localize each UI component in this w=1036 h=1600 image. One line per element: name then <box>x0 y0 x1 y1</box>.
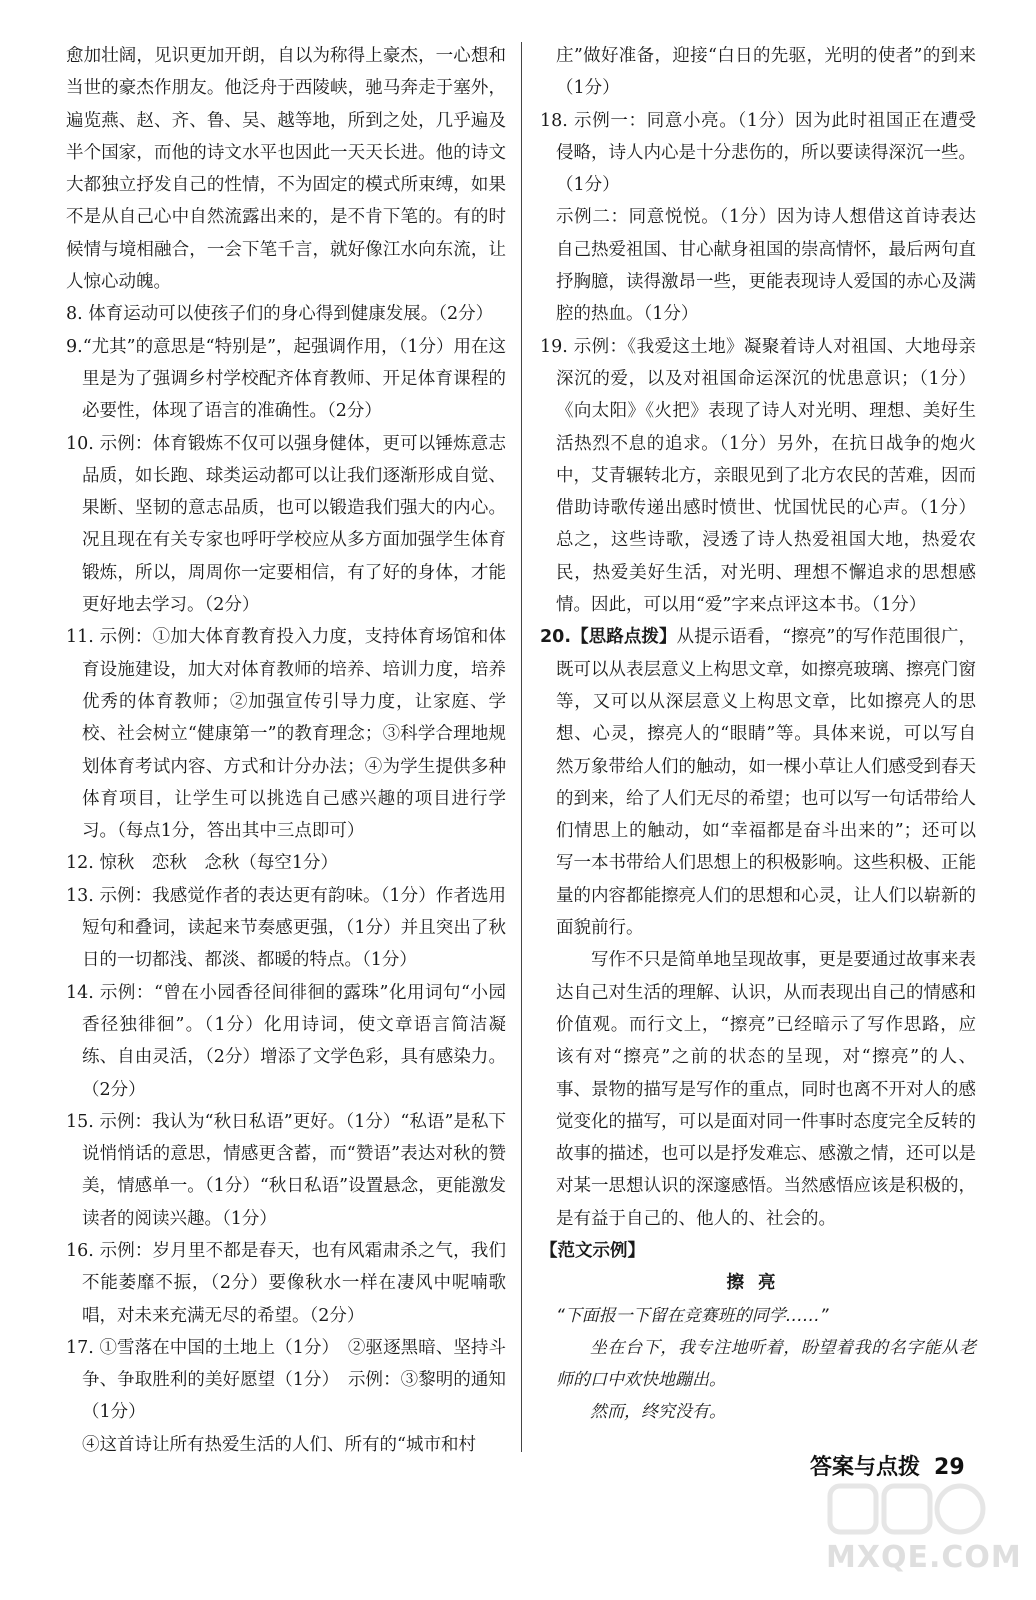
answer-8: 8. 体育运动可以使孩子们的身心得到健康发展。（2分） <box>66 304 494 325</box>
answer-16: 16. 示例：岁月里不都是春天，也有风霜肃杀之气，我们不能萎靡不振，（2分）要像秋水一样在凄风中呢喃歌唱，对未来充满无尽的希望。（2分） <box>66 1240 506 1326</box>
answer-10: 10. 示例：体育锻炼不仅可以强身健体，更可以锤炼意志品质，如长跑、球类运动都可以让我们逐渐形成自觉、果断、坚韧的意志品质，也可以锻造我们强大的内心。况且现在有关专家也呼吁学校应从多方面加强学生体育锻炼，所以，周周你一定要相信，有了好的身体，才能更好地去学习。（2分） <box>66 433 506 616</box>
page-footer <box>810 1450 965 1481</box>
answer-17: 17. ①雪落在中国的土地上（1分） ②驱逐黑暗、坚持斗争、争取胜利的美好愿望（1分） 示例：③黎明的通知（1分） <box>66 1337 506 1423</box>
sample-essay-label: 【范文示例】 <box>540 1240 645 1261</box>
watermark-logo <box>826 1478 1022 1588</box>
essay-line-2: 坐在台下，我专注地听着，盼望着我的名字能从老师的口中欢快地蹦出。 <box>556 1337 976 1391</box>
intro-paragraph: 愈加壮阔，见识更加开朗，自以为称得上豪杰，一心想和当世的豪杰作朋友。他泛舟于西陵峡，驰马奔走于塞外，遍览燕、赵、齐、鲁、吴、越等地，所到之处，几乎遍及半个国家，而他的诗文水平也因此一天天长进。他的诗文大都独立抒发自己的性情，不为固定的模式所束缚，如果不是从自己心中自然流露出来的，是不肯下笔的。有的时候情与境相融合，一会下笔千言，就好像江水向东流，让人惊心动魄。 <box>66 46 506 293</box>
watermark-mark-icon <box>826 1478 986 1548</box>
essay-line-1: “下面报一下留在竞赛班的同学……” <box>556 1305 829 1326</box>
page-number: 29 <box>934 1455 965 1480</box>
essay-line-3: 然而，终究没有。 <box>590 1402 726 1423</box>
answer-20-text: 从提示语看，“擦亮”的写作范围很广，既可以从表层意义上构思文章，如擦亮玻璃、擦亮门窗等，又可以从深层意义上构思文章，比如擦亮人的思想、心灵，擦亮人的“眼睛”等。具体来说，可以写自然万象带给人们的触动，如一棵小草让人们感受到春天的到来，给了人们无尽的希望；也可以写一句话带给人们情思上的触动，如“幸福都是奋斗出来的”；还可以写一本书带给人们思想上的积极影响。这些积极、正能量的内容都能擦亮人们的思想和心灵，让人们以崭新的面貌前行。 <box>556 627 976 939</box>
answer-18-example-1: 18. 示例一：同意小亮。（1分）因为此时祖国正在遭受侵略，诗人内心是十分悲伤的，所以要读得深沉一些。（1分） <box>540 110 976 196</box>
answer-12: 12. 惊秋 恋秋 念秋（每空1分） <box>66 853 339 874</box>
answer-15: 15. 示例：我认为“秋日私语”更好。（1分）“私语”是私下说悄悄话的意思，情感更含蓄，而“赞语”表达对秋的赞美，情感单一。（1分）“秋日私语”设置悬念，更能激发读者的阅读兴趣。（1分） <box>66 1111 506 1229</box>
footer-label: 答案与点拨 <box>810 1455 921 1480</box>
left-column <box>66 40 506 1461</box>
column-divider <box>521 42 522 1452</box>
right-column <box>540 40 976 1429</box>
answer-17-continued: 庄”做好准备，迎接“白日的先驱，光明的使者”的到来（1分） <box>556 46 976 99</box>
answer-20-paragraph-2: 写作不只是简单地呈现故事，更是要通过故事来表达自己对生活的理解、认识，从而表现出自己的情感和价值观。而行文上，“擦亮”已经暗示了写作思路，应该有对“擦亮”之前的状态的呈现，对“擦亮”的人、事、景物的描写是写作的重点，同时也离不开对人的感觉变化的描写，可以是面对同一件事时态度完全反转的故事的描述，也可以是抒发难忘、感激之情，还可以是对某一思想认识的深邃感悟。当然感悟应该是积极的，是有益于自己的、他人的、社会的。 <box>556 950 976 1229</box>
answer-9: 9.“尤其”的意思是“特别是”，起强调作用，（1分）用在这里是为了强调乡村学校配齐体育教师、开足体育课程的必要性，体现了语言的准确性。（2分） <box>66 336 506 422</box>
watermark-text: MXQE.COM <box>826 1540 1022 1575</box>
essay-title: 擦亮 <box>726 1273 790 1294</box>
answer-20-label: 20.【思路点拨】 <box>540 627 677 648</box>
answer-20 <box>540 621 976 944</box>
answer-17-part4: ④这首诗让所有热爱生活的人们、所有的“城市和村 <box>82 1434 476 1455</box>
answer-13: 13. 示例：我感觉作者的表达更有韵味。（1分）作者选用短句和叠词，读起来节奏感更强，（1分）并且突出了秋日的一切都浅、都淡、都暖的特点。（1分） <box>66 885 506 971</box>
answer-19: 19. 示例：《我爱这土地》凝聚着诗人对祖国、大地母亲深沉的爱，以及对祖国命运深沉的忧患意识；（1分）《向太阳》《火把》表现了诗人对光明、理想、美好生活热烈不息的追求。（1分）另外，在抗日战争的炮火中，艾青辗转北方，亲眼见到了北方农民的苦难，因而借助诗歌传递出感时愤世、忧国忧民的心声。（1分）总之，这些诗歌，浸透了诗人热爱祖国大地，热爱农民，热爱美好生活，对光明、理想不懈追求的思想感情。因此，可以用“爱”字来点评这本书。（1分） <box>540 336 976 616</box>
answer-11: 11. 示例：①加大体育教育投入力度，支持体育场馆和体育设施建设，加大对体育教师的培养、培训力度，培养优秀的体育教师；②加强宣传引导力度，让家庭、学校、社会树立“健康第一”的教育理念；③科学合理地规划体育考试内容、方式和计分办法；④为学生提供多种体育项目，让学生可以挑选自己感兴趣的项目进行学习。（每点1分，答出其中三点即可） <box>66 627 506 842</box>
answer-14: 14. 示例：“曾在小园香径间徘徊的露珠”化用词句“小园香径独徘徊”。（1分）化用诗词，使文章语言简洁凝练、自由灵活，（2分）增添了文学色彩，具有感染力。（2分） <box>66 982 506 1100</box>
answer-18-example-2: 示例二：同意悦悦。（1分）因为诗人想借这首诗表达自己热爱祖国、甘心献身祖国的崇高情怀，最后两句直抒胸臆，读得激昂一些，更能表现诗人爱国的赤心及满腔的热血。（1分） <box>556 207 976 325</box>
